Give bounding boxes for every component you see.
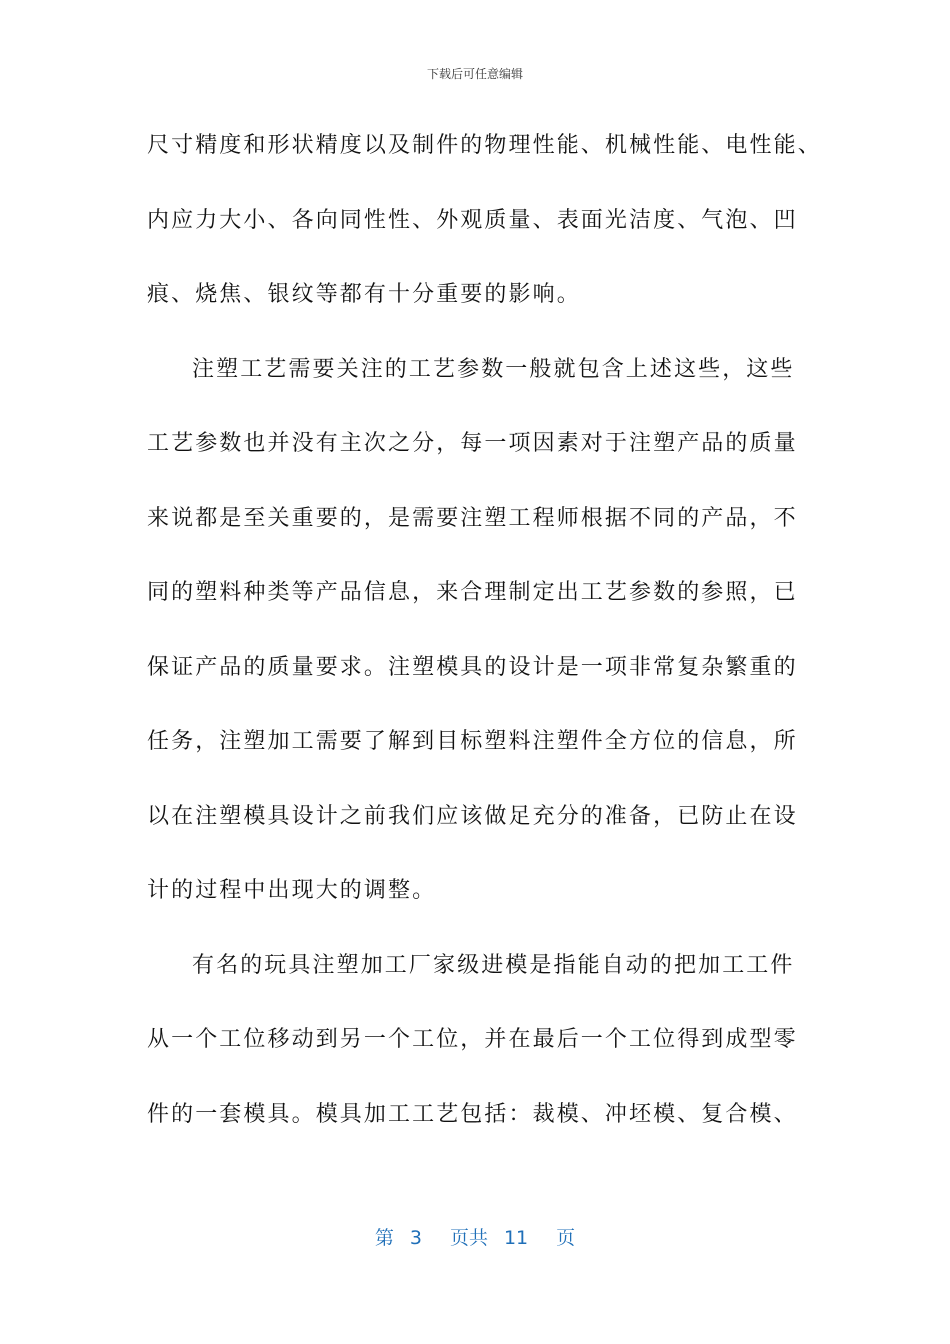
page-number-footer (0, 1224, 950, 1252)
text-line: 保证产品的质量要求。注塑模具的设计是一项非常复杂繁重的 (147, 654, 798, 680)
text-line: 痕、烧焦、银纹等都有十分重要的影响。 (147, 282, 581, 307)
text-line: 同的塑料种类等产品信息，来合理制定出工艺参数的参照，已 (147, 580, 798, 605)
footer-suffix: 页 (556, 1227, 576, 1249)
paragraph-first-line: 注塑工艺需要关注的工艺参数一般就包含上述这些，这些 (192, 356, 795, 382)
text-line: 工艺参数也并没有主次之分，每一项因素对于注塑产品的质量 (147, 431, 798, 456)
document-body (147, 122, 847, 1165)
text-line: 内应力大小、各向同性性、外观质量、表面光洁度、气泡、凹 (147, 207, 798, 233)
footer-total-pages: 11 (503, 1227, 529, 1249)
text-line: 以在注塑模具设计之前我们应该做足充分的准备，已防止在设 (147, 803, 798, 829)
text-line: 任务，注塑加工需要了解到目标塑料注塑件全方位的信息，所 (147, 729, 798, 754)
text-line: 计的过程中出现大的调整。 (147, 878, 437, 903)
footer-prefix: 第 (374, 1227, 394, 1249)
footer-middle: 页共 (449, 1227, 488, 1249)
paragraph-first-line: 有名的玩具注塑加工厂家级进模是指能自动的把加工工件 (192, 952, 795, 978)
footer-current-page: 3 (409, 1227, 422, 1249)
text-line: 尺寸精度和形状精度以及制件的物理性能、机械性能、电性能、 (147, 133, 822, 158)
text-line: 件的一套模具。模具加工工艺包括：裁模、冲坯模、复合模、 (147, 1101, 798, 1127)
text-line: 从一个工位移动到另一个工位，并在最后一个工位得到成型零 (147, 1027, 798, 1052)
text-line: 来说都是至关重要的，是需要注塑工程师根据不同的产品，不 (147, 505, 798, 531)
page-header-note: 下载后可任意编辑 (426, 67, 523, 81)
